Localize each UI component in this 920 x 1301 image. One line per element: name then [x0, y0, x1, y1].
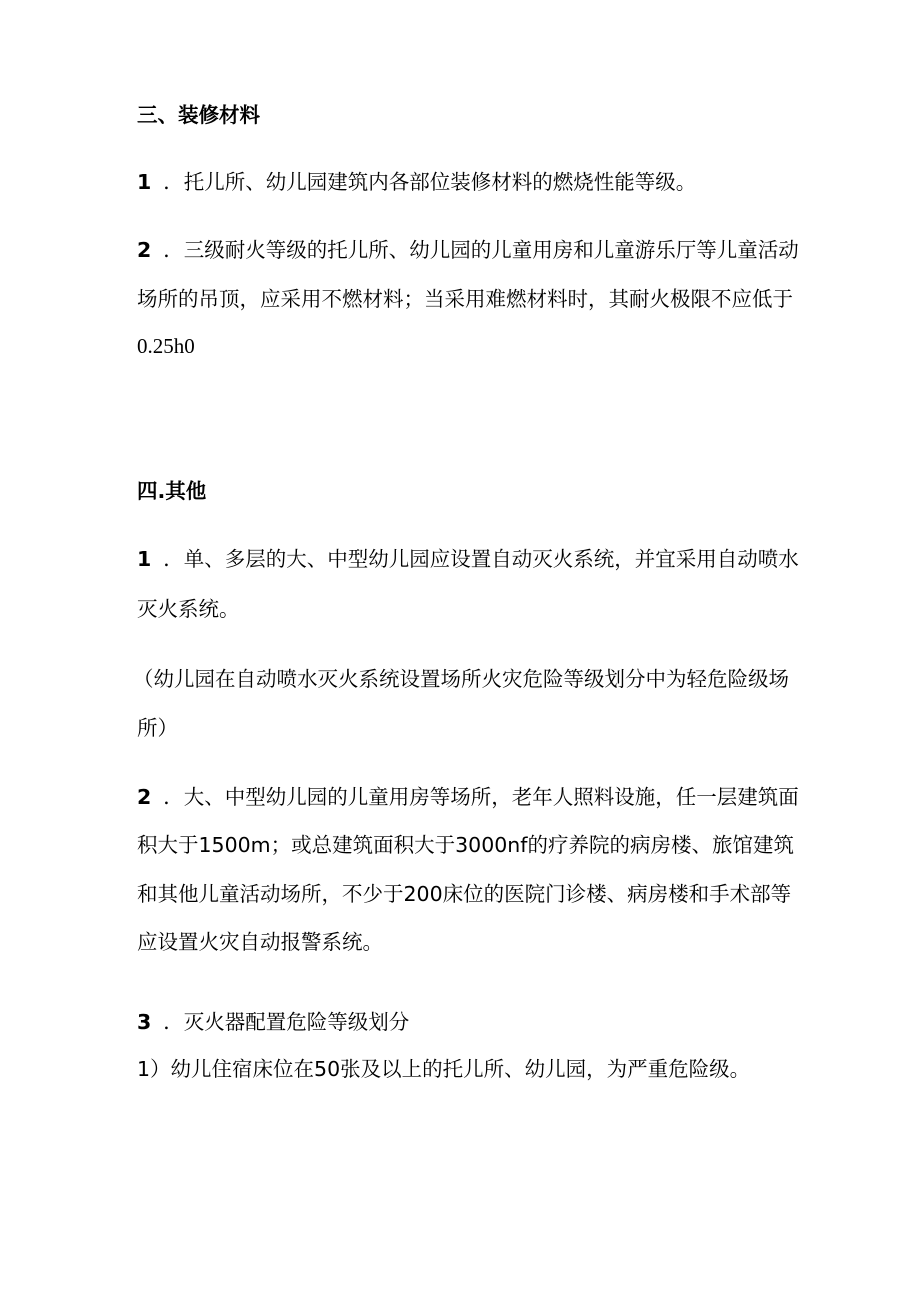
item-number: 3 — [137, 1010, 152, 1034]
section-4-item-2-line-1 — [137, 785, 799, 809]
section-4-note-line-2: 所） — [137, 716, 178, 740]
item-text: ．大、中型幼儿园的儿童用房等场所，老年人照料设施，任一层建筑面 — [163, 785, 799, 809]
item-number: 1 — [137, 170, 152, 194]
section-3-item-1 — [137, 170, 696, 194]
section-4-item-1-line-2: 灭火系统。 — [137, 597, 240, 621]
item-number: 2 — [137, 785, 152, 809]
item-text: ．托儿所、幼儿园建筑内各部位装修材料的燃烧性能等级。 — [163, 170, 697, 194]
section-3-item-2-line-2: 场所的吊顶，应采用不燃材料；当采用难燃材料时，其耐火极限不应低于 — [137, 287, 793, 311]
item-text: ．灭火器配置危险等级划分 — [163, 1010, 410, 1034]
section-4-note-line-1: （幼儿园在自动喷水灭火系统设置场所火灾危险等级划分中为轻危险级场 — [133, 667, 789, 691]
section-4-item-2-line-2: 积大于1500m；或总建筑面积大于3000nf的疗养院的病房楼、旅馆建筑 — [137, 833, 795, 857]
item-text: ．三级耐火等级的托儿所、幼儿园的儿童用房和儿童游乐厅等儿童活动 — [163, 238, 799, 262]
section-3-item-2-line-1 — [137, 238, 799, 262]
section-4-item-1-line-1 — [137, 547, 799, 571]
item-text: ．单、多层的大、中型幼儿园应设置自动灭火系统，并宜采用自动喷水 — [163, 547, 799, 571]
item-number: 1 — [137, 547, 152, 571]
section-4-item-3 — [137, 1010, 409, 1034]
section-4-heading: 四.其他 — [137, 479, 207, 503]
item-number: 2 — [137, 238, 152, 262]
section-3-item-2-line-3: 0.25h0 — [137, 334, 195, 358]
section-3-heading: 三、装修材料 — [137, 103, 260, 127]
section-4-sub-item-1: 1）幼儿住宿床位在50张及以上的托儿所、幼儿园，为严重危险级。 — [137, 1057, 751, 1081]
section-4-item-2-line-3: 和其他儿童活动场所，不少于200床位的医院门诊楼、病房楼和手术部等 — [137, 882, 792, 906]
section-4-item-2-line-4: 应设置火灾自动报警系统。 — [137, 930, 383, 954]
